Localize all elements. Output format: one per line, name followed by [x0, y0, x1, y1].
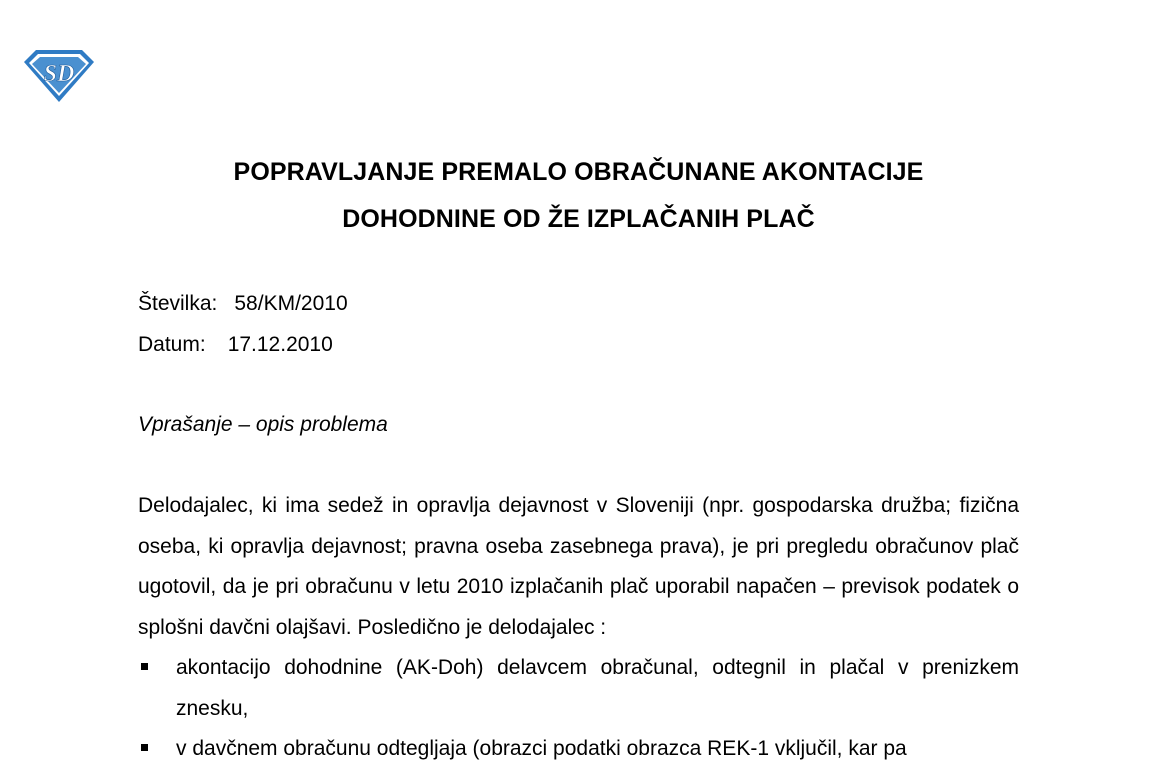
number-label: Številka: — [138, 292, 218, 315]
document-title-line-1: POPRAVLJANJE PREMALO OBRAČUNANE AKONTACIJE — [233, 158, 924, 186]
number-value: 58/KM/2010 — [234, 292, 348, 315]
document-title-line-2: DOHODNINE OD ŽE IZPLAČANIH PLAČ — [342, 205, 815, 233]
document-number — [138, 292, 348, 316]
date-value: 17.12.2010 — [227, 333, 333, 356]
bullet-square-icon — [141, 663, 148, 670]
bullet-list — [138, 648, 1019, 770]
date-label: Datum: — [138, 333, 206, 356]
section-heading: Vprašanje – opis problema — [138, 413, 388, 436]
list-item-text: akontacijo dohodnine (AK-Doh) delavcem obračunal, odtegnil in plačal v prenizkem znesku, — [176, 656, 1019, 720]
list-item — [138, 648, 1019, 729]
sd-logo-icon — [22, 48, 96, 104]
svg-text:SD: SD — [43, 61, 75, 87]
list-item-text: v davčnem obračunu odtegljaja (obrazci podatki obrazca REK-1 vključil, kar pa — [176, 737, 907, 760]
bullet-square-icon — [141, 744, 148, 751]
body-paragraph: Delodajalec, ki ima sedež in opravlja dejavnost v Sloveniji (npr. gospodarska družba; fizična oseba, ki opravlja dejavnost; pravna oseba zasebnega prava), je pri pregledu obračunov plač ugotovil, da je pri obračunu v letu 2010 izplačanih plač uporabil napačen – previsok podatek o splošni davčni olajšavi. Posledično je delodajalec : — [138, 494, 1019, 639]
list-item — [138, 729, 1019, 770]
document-date — [138, 333, 333, 357]
